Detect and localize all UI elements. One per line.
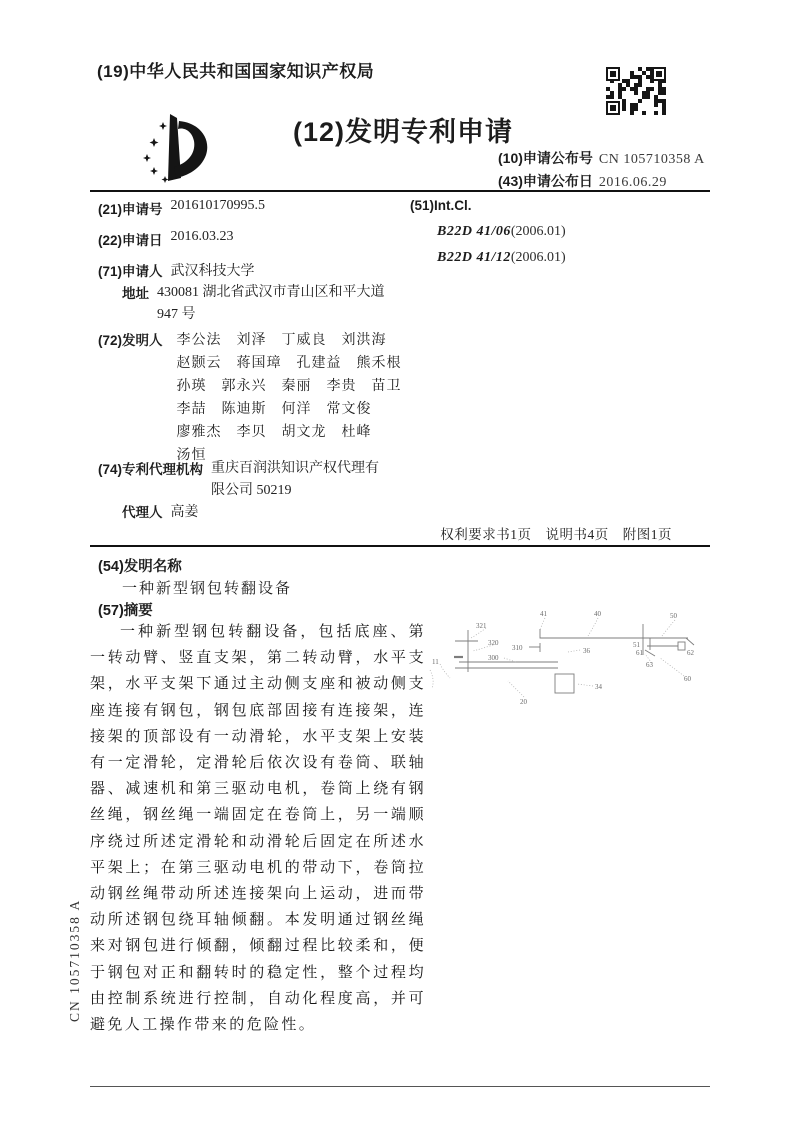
figure-ref-label: 41 [540,610,547,618]
inventors-row [98,329,402,467]
intcl-entry [437,250,566,266]
figure-ref-label: 36 [583,647,590,655]
inventors-lines [177,329,402,467]
figure-ref-label: 321 [476,622,487,630]
figure-svg [428,600,704,718]
pub-number-row [498,148,705,168]
application-date-value: 2016.03.23 [170,229,234,244]
figure-ref-label: 34 [595,683,602,691]
figure-drawing [428,600,704,723]
address-label: 地址 [122,286,149,301]
intcl-row [410,198,472,213]
inventors-line: 孙瑛 郭永兴 秦丽 李贵 苗卫 [176,379,402,394]
intcl-code: B22D 41/12 [437,250,511,265]
figure-ref-label: 20 [520,698,527,706]
logo-stars [143,122,169,183]
figure-ref-label: 63 [646,661,653,669]
agency-line1: 重庆百润洪知识产权代理有 [211,461,380,476]
cnipa-logo [127,108,217,188]
figure-ref-numerals [432,610,695,706]
pub-date-row [498,171,667,191]
intcl-entry [437,224,566,240]
pub-date-label: (43)申请公布日 [498,173,593,189]
doc-type-title: (12)发明专利申请 [293,117,514,147]
pages-info: 权利要求书1页 说明书4页 附图1页 [440,527,672,542]
invention-title-label: (54)发明名称 [98,559,182,575]
pub-date-value: 2016.06.29 [598,175,667,190]
figure-ref-label: 11 [432,658,439,666]
agent-label: 代理人 [122,505,163,520]
inventors-label: (72)发明人 [98,333,163,348]
figure-ref-label: 310 [512,644,523,652]
intcl-version: (2006.01) [510,224,566,239]
invention-title: 一种新型钢包转翻设备 [122,581,293,597]
figure-ref-label: 62 [687,649,694,657]
intcl-version: (2006.01) [510,250,566,265]
intcl-code: B22D 41/06 [437,224,511,239]
figure-ref-label: 300 [488,654,499,662]
agency-row [98,458,379,502]
abstract-text: 一种新型钢包转翻设备，包括底座、第一转动臂、竖直支架，第二转动臂，水平支架，水平支架下通过主动侧支座和被动侧支座连接有钢包，钢包底部固接有连接架，连接架的顶部设有一动滑轮，水平支架上安装有一定滑轮，定滑轮后依次设有卷筒、联轴器、减速机和第三驱动电机，卷筒上绕有钢丝绳，钢丝绳一端固定在卷筒上，另一端顺序绕过所述定滑轮和动滑轮后固定在所述水平架上；在第三驱动电机的带动下，卷筒拉动钢丝绳带动所述连接架向上运动，进而带动所述钢包绕耳轴倾翻。本发明通过钢丝绳来对钢包进行倾翻，倾翻过程比较柔和，便于钢包对正和翻转时的稳定性，整个过程均由控制系统进行控制，自动化程度高，并可避免人工操作带来的危险性。 [90,624,426,1034]
header-divider [90,190,710,192]
application-number-value: 201610170995.5 [170,198,266,213]
qr-code [606,66,666,116]
pub-number-label: (10)申请公布号 [498,150,593,166]
inventors-line: 李公法 刘泽 丁威良 刘洪海 [176,333,387,348]
inventors-line: 汤恒 [176,448,207,463]
inventors-line: 赵颢云 蒋国璋 孔建益 熊禾根 [176,356,402,371]
footer-divider [90,1086,710,1087]
address-row [122,282,385,326]
address-lines [157,282,385,326]
section-divider [90,545,710,547]
office-name: (19)中华人民共和国国家知识产权局 [97,62,375,81]
address-line1: 430081 湖北省武汉市青山区和平大道 [157,285,385,300]
applicant-value: 武汉科技大学 [170,264,255,279]
applicant-row [98,260,255,280]
application-date-row [98,229,234,249]
agency-line2: 限公司 50219 [211,483,292,498]
agency-label: (74)专利代理机构 [98,462,204,477]
figure-ref-label: 61 [636,649,643,657]
pub-number-value: CN 105710358 A [598,152,705,167]
figure-ref-label: 50 [670,612,677,620]
side-publication-code: CN 105710358 A [67,898,82,1022]
figure-ref-label: 51 [633,641,640,649]
figure-ref-label: 320 [488,639,499,647]
address-line2: 947 号 [157,307,196,322]
qr-code-svg [606,66,666,116]
application-number-label: (21)申请号 [98,202,163,217]
inventors-line: 廖雅杰 李贝 胡文龙 杜峰 [176,425,372,440]
agent-name: 高姜 [170,505,199,520]
agency-lines [211,458,379,502]
intcl-label: (51)Int.Cl. [410,198,472,213]
inventors-line: 李喆 陈迪斯 何洋 常文俊 [176,402,372,417]
agent-row [122,501,199,521]
figure-ref-label: 40 [594,610,601,618]
abstract-label: (57)摘要 [98,603,153,619]
application-number-row [98,198,265,218]
figure-ref-label: 60 [684,675,691,683]
applicant-label: (71)申请人 [98,264,163,279]
application-date-label: (22)申请日 [98,233,163,248]
